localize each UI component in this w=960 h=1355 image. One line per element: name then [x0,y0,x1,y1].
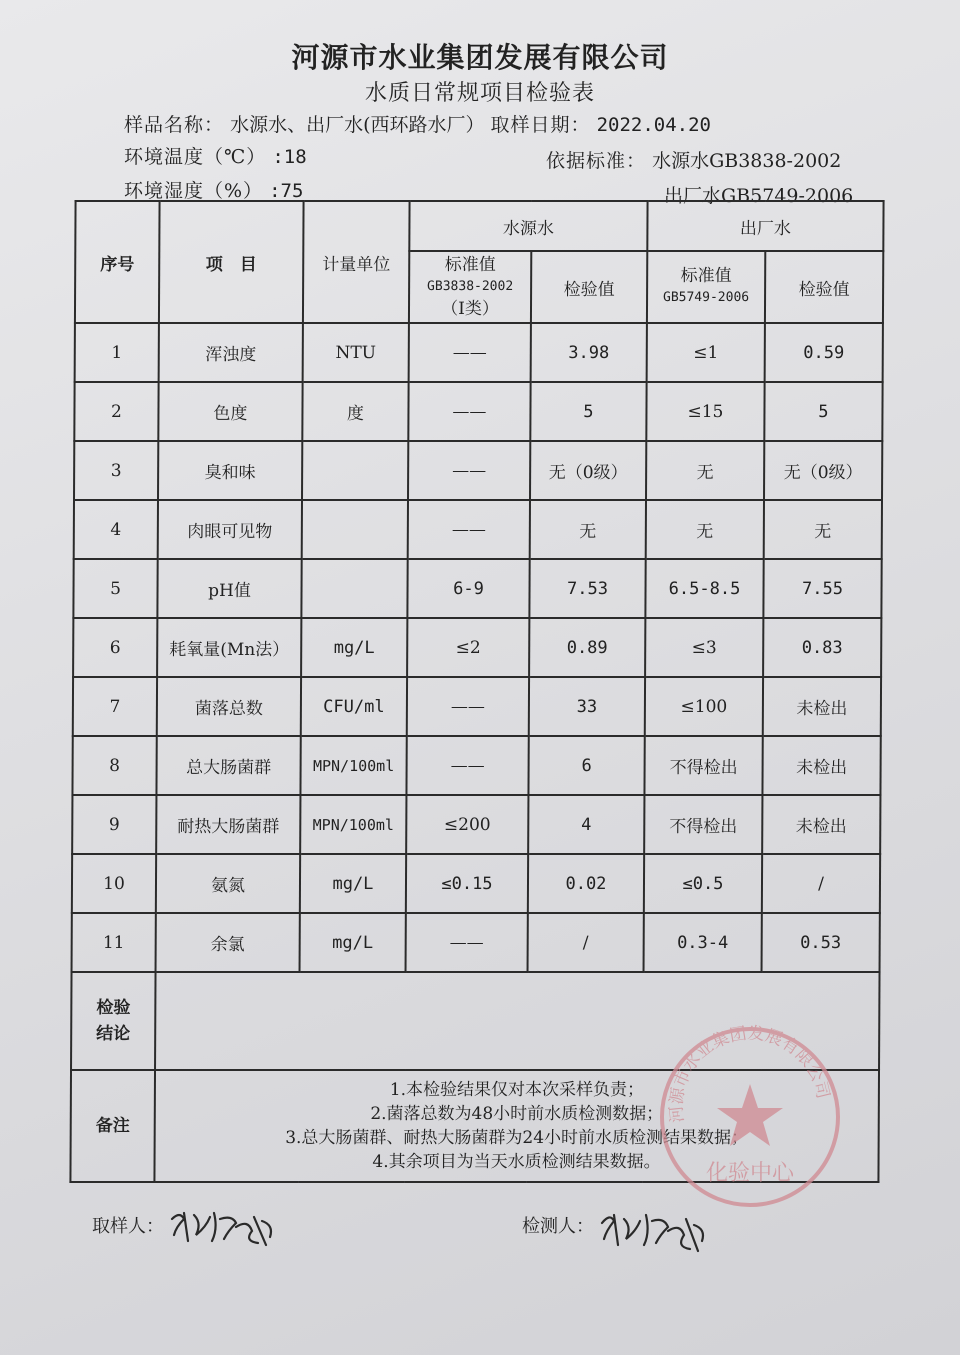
temperature-line [124,142,307,169]
row-item: 臭和味 [158,441,302,500]
row-unit: 度 [302,382,408,441]
row-item: 肉眼可见物 [158,500,302,559]
row-item: 菌落总数 [157,677,301,736]
row-source-value: 6 [528,736,644,795]
row-plant-value: 0.83 [763,618,881,677]
tester-signature [596,1205,716,1255]
row-source-value: 5 [530,382,646,441]
remark-line: 4.其余项目为当天水质检测结果数据。 [372,1152,661,1172]
source-standard-line-2: GB3838-2002 [427,279,514,294]
row-plant-standard: 不得检出 [644,736,762,795]
seal-star-icon [717,1084,783,1146]
row-source-value: 3.98 [531,323,647,382]
table-row [75,323,883,382]
row-source-value: 0.02 [528,854,644,913]
row-plant-value: 未检出 [762,795,880,854]
remarks-label: 备注 [70,1070,155,1182]
header-source-standard [409,251,531,323]
row-plant-value: 未检出 [763,677,881,736]
row-index: 11 [72,913,156,972]
source-standard-line-3: （Ⅰ类） [441,299,499,319]
row-source-standard: —— [407,677,529,736]
sample-name-line [124,110,711,137]
table-row [72,795,880,854]
table-row [72,736,880,795]
sample-date-label: 取样日期： [490,114,591,136]
table-row [73,618,881,677]
row-source-value: 无（0级） [530,441,646,500]
table-row [73,559,881,618]
row-source-standard: ≤0.15 [406,854,528,913]
header-unit: 计量单位 [303,201,410,323]
humidity-value: :75 [269,180,304,202]
row-source-standard: —— [408,500,530,559]
conclusion-label [71,972,156,1070]
row-unit: mg/L [300,913,406,972]
table-row [73,677,881,736]
table-row [74,441,882,500]
seal-center-text: 化验中心 [705,1161,795,1186]
row-index: 8 [72,736,156,795]
row-index: 2 [74,382,158,441]
header-plant-water: 出厂水 [647,201,883,251]
row-plant-standard: ≤0.5 [644,854,762,913]
form-title: 水质日常规项目检验表 [364,81,595,106]
standard-line [546,146,841,173]
row-index: 4 [74,500,158,559]
row-item: 色度 [158,382,302,441]
row-index: 9 [72,795,156,854]
row-source-standard: 6-9 [407,559,529,618]
standard-source: 水源水GB3838-2002 [652,150,842,172]
table-row [72,854,880,913]
temperature-value: :18 [272,146,307,168]
row-item: pH值 [157,559,301,618]
row-source-value: 7.53 [529,559,645,618]
header-item: 项 目 [159,201,304,323]
row-plant-standard: 6.5-8.5 [645,559,763,618]
row-plant-standard: ≤3 [645,618,763,677]
row-plant-standard: ≤100 [645,677,763,736]
company-title: 河源市水业集团发展有限公司 [291,41,669,74]
row-index: 5 [73,559,157,618]
row-unit [302,500,408,559]
row-source-value: 无 [530,500,646,559]
row-source-standard: ≤200 [406,795,528,854]
header-source-test-value: 检验值 [531,251,647,323]
row-source-standard: —— [408,382,530,441]
row-plant-standard: ≤15 [646,382,764,441]
row-source-value: 33 [529,677,645,736]
humidity-line [124,176,303,203]
table-row [72,913,880,972]
header-index: 序号 [75,201,160,323]
row-item: 耗氧量(Mn法） [157,618,301,677]
row-unit: NTU [303,323,409,382]
temperature-label: 环境温度（℃） [124,146,267,168]
standard-label: 依据标准： [546,150,647,172]
row-index: 10 [72,854,156,913]
row-item: 浑浊度 [159,323,303,382]
row-plant-value: 0.59 [765,323,883,382]
row-item: 余氯 [156,913,300,972]
row-index: 3 [74,441,158,500]
seal-arc-text: 河源市水业集团发展有限公司 [666,1023,833,1124]
row-unit: MPN/100ml [300,795,406,854]
row-plant-value: 未检出 [762,736,880,795]
sample-name-value: 水源水、出厂水(西环路水厂） [230,114,485,136]
row-plant-standard: 无 [646,500,764,559]
row-source-standard: ≤2 [407,618,529,677]
row-plant-value: 0.53 [762,913,880,972]
row-item: 耐热大肠菌群 [156,795,300,854]
sample-name-label: 样品名称： [124,114,225,136]
plant-standard-line-2: GB5749-2006 [662,290,750,305]
row-index: 1 [75,323,159,382]
sampler-signature [166,1205,286,1249]
row-plant-value: 7.55 [763,559,881,618]
row-index: 7 [73,677,157,736]
row-plant-value: 5 [764,382,882,441]
standard-plant: 出厂水GB5749-2006 [664,185,854,207]
row-plant-standard: ≤1 [647,323,765,382]
conclusion-label-line-1: 检验 [96,998,131,1018]
row-unit: MPN/100ml [300,736,406,795]
row-unit [301,559,407,618]
row-source-standard: —— [406,736,528,795]
row-unit [302,441,408,500]
remark-line: 2.菌落总数为48小时前水质检测数据； [370,1104,664,1124]
row-plant-standard: 不得检出 [644,795,762,854]
row-unit: mg/L [301,618,407,677]
tester-label: 检测人： [522,1216,594,1237]
row-index: 6 [73,618,157,677]
header-plant-test-value: 检验值 [765,251,883,323]
conclusion-label-line-2: 结论 [96,1024,131,1044]
row-unit: mg/L [300,854,406,913]
row-source-value: 4 [528,795,644,854]
remark-line: 3.总大肠菌群、耐热大肠菌群为24小时前水质检测结果数据； [285,1128,749,1148]
row-plant-standard: 无 [646,441,764,500]
row-source-standard: —— [406,913,528,972]
row-source-standard: —— [408,441,530,500]
source-standard-line-1: 标准值 [444,255,496,275]
row-source-standard: —— [409,323,531,382]
header-plant-standard [647,251,765,323]
row-unit: CFU/ml [301,677,407,736]
row-plant-standard: 0.3-4 [644,913,762,972]
table-row [74,382,882,441]
row-item: 总大肠菌群 [156,736,300,795]
row-item: 氨氮 [156,854,300,913]
plant-standard-line-1: 标准值 [680,266,732,286]
row-plant-value: 无 [764,500,882,559]
row-plant-value: / [762,854,880,913]
official-seal-stamp [655,1022,845,1212]
sample-date-value: 2022.04.20 [596,114,711,136]
remark-line: 1.本检验结果仅对本次采样负责； [389,1080,645,1100]
table-row [74,500,882,559]
row-plant-value: 无（0级） [764,441,882,500]
row-source-value: / [528,913,644,972]
humidity-label: 环境湿度（%） [124,180,264,202]
sampler-label: 取样人： [92,1216,164,1237]
header-source-water: 水源水 [409,201,647,251]
row-source-value: 0.89 [529,618,645,677]
